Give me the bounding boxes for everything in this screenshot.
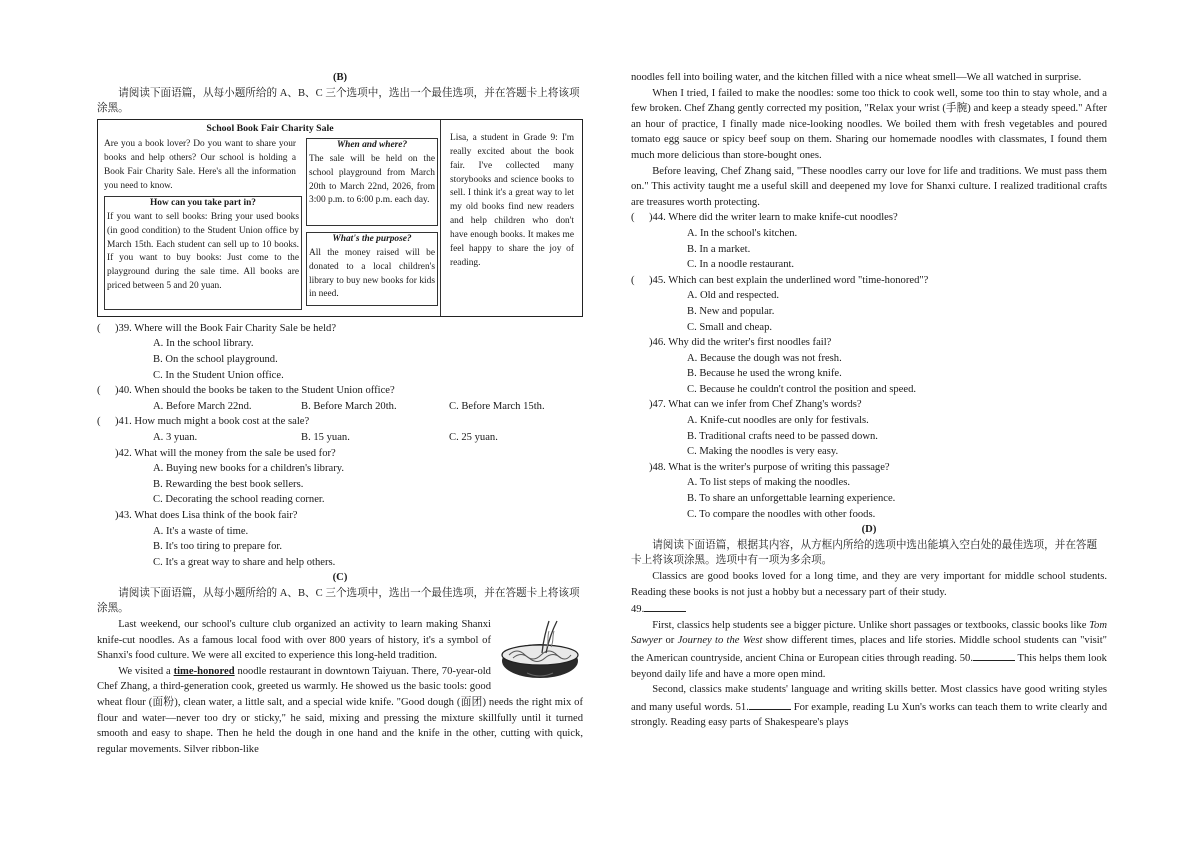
option-b: B. 15 yuan. — [301, 431, 350, 443]
question-42 — [97, 446, 583, 462]
blank-number: 51. — [735, 701, 749, 713]
section-b-heading: (B) — [332, 72, 348, 83]
answer-blank — [749, 698, 791, 710]
option-a: A. Old and respected. — [687, 290, 780, 302]
answer-paren: ( — [97, 385, 101, 397]
option-c: C. To compare the noodles with other foods. — [687, 508, 876, 520]
option-a: A. Knife-cut noodles are only for festivals. — [687, 415, 869, 427]
text-run: or — [662, 635, 678, 647]
when-where-text: The sale will be held on the school playground from March 20th to March 22nd, 2026, from 3:00 p.m. to 6:00 p.m. each day. — [309, 153, 435, 206]
answer-paren: ( — [97, 322, 101, 334]
option-b: B. Traditional crafts need to be passed down. — [687, 430, 878, 442]
question-stem: )45. Which can best explain the underlined word "time-honored"? — [649, 274, 929, 286]
when-where-box — [306, 138, 438, 226]
question-44 — [631, 210, 1107, 226]
option-b: B. Rewarding the best book sellers. — [153, 478, 304, 490]
option-c: C. In the Student Union office. — [153, 369, 284, 381]
take-part-heading: How can you take part in? — [150, 197, 256, 208]
book-title: Tom Sawyer — [631, 619, 1107, 647]
book-title: Journey to the West — [677, 635, 763, 647]
option-c: C. Decorating the school reading corner. — [153, 494, 325, 506]
notice-title: School Book Fair Charity Sale — [206, 122, 334, 134]
text-run: This helps them look beyond daily life and have a more open mind. — [631, 652, 1107, 680]
passage-c-paragraph-1: Last weekend, our school's culture club organized an activity to learn making Shanxi knife-cut noodles. As a famous local food with over 800 years of history, it's a symbol of Shanxi's food culture. We were all excited to experience this long-held tradition. — [97, 619, 491, 662]
question-40 — [97, 383, 583, 399]
lisa-comment: Lisa, a student in Grade 9: I'm really excited about the book fair. I've collected many storybooks and science books to sell. I think it's a great way to let my old books find new readers and help children who don't have enough books. It makes me feel happy to share the joy of reading. — [450, 132, 574, 268]
question-41 — [97, 414, 583, 430]
option-b: B. It's too tiring to prepare for. — [153, 541, 283, 553]
question-stem: )41. How much might a book cost at the sale? — [115, 416, 310, 428]
question-43 — [97, 508, 583, 524]
option-c: C. It's a great way to share and help others. — [153, 556, 336, 568]
answer-paren: ( — [97, 416, 101, 428]
underlined-word: time-honored — [173, 665, 235, 677]
book-fair-notice — [97, 119, 583, 317]
text-run: For example, reading Lu Xun's works can teach them to write clearly and strongly. Reading easy parts of Shakespeare's plays — [631, 701, 1107, 729]
option-b: B. Before March 20th. — [301, 400, 397, 412]
answer-paren: ( — [631, 212, 635, 224]
options-row — [97, 430, 583, 446]
option-a: A. Before March 22nd. — [153, 400, 252, 412]
question-stem: )47. What can we infer from Chef Zhang's words? — [649, 399, 862, 411]
option-a: A. It's a waste of time. — [153, 525, 249, 537]
take-part-text: If you want to sell books: Bring your used books (in good condition) to the Student Union office by March 15th. Each student can sell up to 10 books. If you want to buy books: Just come to the playground during the sale time. All books are priced between 5 and 20 yuan. — [107, 211, 299, 292]
passage-d-paragraph-1: Classics are good books loved for a long time, and they are very important for middle school students. Reading these books is not just a hobby but a necessary part of their study. — [631, 571, 1107, 598]
option-c: C. Because he couldn't control the position and speed. — [687, 383, 917, 395]
section-b-instruction: 请阅读下面语篇，从每小题所给的 A、B、C 三个选项中，选出一个最佳选项，并在答题卡上将该项涂黑。 — [97, 87, 580, 115]
text-run: First, classics help students see a bigger picture. Unlike short passages or textbooks, classic books like — [652, 619, 1090, 631]
question-stem: )46. Why did the writer's first noodles fail? — [649, 337, 832, 349]
section-c-instruction: 请阅读下面语篇，从每小题所给的 A、B、C 三个选项中，选出一个最佳选项，并在答题卡上将该项涂黑。 — [97, 587, 580, 615]
text-run: noodle restaurant in downtown Taiyuan. There, 70-year-old Chef Zhang, a third-generation cook, greeted us warmly. He showed us the basic tools: good wheat flour (面粉), clean water, a little salt, and a special wide knife. "Good dough (面团) needs the right mix of flour and water—never too dry or sticky," he said, mixing and pressing the mixture skillfully until it turned smooth and easy to shape. Then he held the dough in one hand and the knife in the other, cutting with quick, regular movements. Silver ribbon-like — [97, 665, 583, 755]
question-stem: )43. What does Lisa think of the book fair? — [115, 509, 298, 521]
answer-blank — [644, 600, 686, 612]
notice-main — [104, 122, 436, 300]
option-b: B. In a market. — [687, 243, 751, 255]
section-d-heading: (D) — [861, 524, 877, 536]
option-a: A. Buying new books for a children's library. — [153, 463, 344, 475]
question-stem: )40. When should the books be taken to the Student Union office? — [115, 385, 395, 397]
passage-d-paragraph-2 — [631, 618, 1107, 682]
when-where-heading: When and where? — [336, 139, 408, 150]
option-a: A. In the school's kitchen. — [687, 227, 798, 239]
text-run: show different times, places and life stories. Middle school students can "visit" the American countryside, ancient China or European cities through reading. — [631, 635, 1107, 664]
question-stem: )44. Where did the writer learn to make knife-cut noodles? — [649, 212, 898, 224]
passage-c-paragraph-3: noodles fell into boiling water, and the kitchen filled with a nice wheat smell—We all watched in surprise. — [631, 72, 1082, 83]
option-c: C. In a noodle restaurant. — [687, 259, 795, 271]
option-c: C. Before March 15th. — [449, 400, 545, 412]
question-stem: )42. What will the money from the sale be used for? — [115, 447, 336, 459]
passage-c-paragraph-5: Before leaving, Chef Zhang said, "These noodles carry our love for life and traditions. We must pass them on." This activity taught me a useful skill and deepened my love for Shanxi culture. I realized traditional crafts are treasures worth protecting. — [631, 165, 1107, 208]
notice-intro: Are you a book lover? Do you want to share your books and help others? Our school is holding a Book Fair Charity Sale. Here's all the information you need to know. — [104, 138, 296, 191]
text-run: Second, classics make students' language and writing skills better. Most classics have good writing styles and many useful words. — [631, 684, 1107, 713]
passage-c-paragraph-4: When I tried, I failed to make the noodles: some too thick to cook well, some too thin to stay whole, and a few broken. Chef Zhang gently corrected my position, "Relax your wrist (手腕) and keep a steady speed." After an hour of practice, I finally made nice-looking noodles. We boiled them with fresh vegetables and poured tomato egg sauce or spicy beef soup on them. Sharing our homemade noodles with classmates, I found them much more delicious than store-bought ones. — [631, 87, 1107, 161]
question-46 — [631, 335, 1107, 351]
blank-number: 50. — [959, 652, 973, 664]
notice-divider — [440, 120, 441, 316]
option-b: B. On the school playground. — [153, 353, 278, 365]
answer-paren: ( — [631, 274, 635, 286]
option-c: C. 25 yuan. — [449, 431, 498, 443]
text-run: We visited a — [118, 665, 174, 677]
option-b: B. New and popular. — [687, 305, 775, 317]
take-part-box — [104, 196, 302, 310]
right-column — [631, 70, 1107, 731]
question-stem: )39. Where will the Book Fair Charity Sale be held? — [115, 322, 337, 334]
passage-d-paragraph-3 — [631, 682, 1107, 731]
option-a: A. To list steps of making the noodles. — [687, 477, 850, 489]
section-c-heading: (C) — [332, 572, 348, 584]
answer-blank — [973, 649, 1015, 661]
option-c: C. Making the noodles is very easy. — [687, 446, 839, 458]
options-row — [97, 399, 583, 415]
answer-paren — [631, 397, 649, 413]
answer-paren — [631, 460, 649, 476]
option-c: C. Small and cheap. — [687, 321, 773, 333]
noodle-bowl-illustration — [497, 617, 583, 683]
question-stem: )48. What is the writer's purpose of writing this passage? — [649, 461, 890, 473]
blank-number: 49. — [631, 604, 645, 616]
question-47 — [631, 397, 1107, 413]
purpose-heading: What's the purpose? — [332, 233, 412, 244]
left-column — [97, 70, 583, 757]
option-a: A. In the school library. — [153, 338, 254, 350]
option-b: B. Because he used the wrong knife. — [687, 368, 842, 380]
option-b: B. To share an unforgettable learning experience. — [687, 493, 896, 505]
purpose-box — [306, 232, 438, 306]
answer-paren — [97, 446, 115, 462]
answer-paren — [631, 335, 649, 351]
question-39 — [97, 321, 583, 337]
option-a: A. 3 yuan. — [153, 431, 198, 443]
option-a: A. Because the dough was not fresh. — [687, 352, 842, 364]
section-d-instruction: 请阅读下面语篇，根据其内容，从方框内所给的选项中选出能填入空白处的最佳选项，并在答题卡上将该项涂黑。选项中有一项为多余项。 — [631, 539, 1098, 567]
answer-paren — [97, 508, 115, 524]
question-48 — [631, 460, 1107, 476]
blank-49-line — [631, 600, 1107, 618]
purpose-text: All the money raised will be donated to a local children's library to buy new books for kids in need. — [309, 247, 435, 300]
question-45 — [631, 273, 1107, 289]
